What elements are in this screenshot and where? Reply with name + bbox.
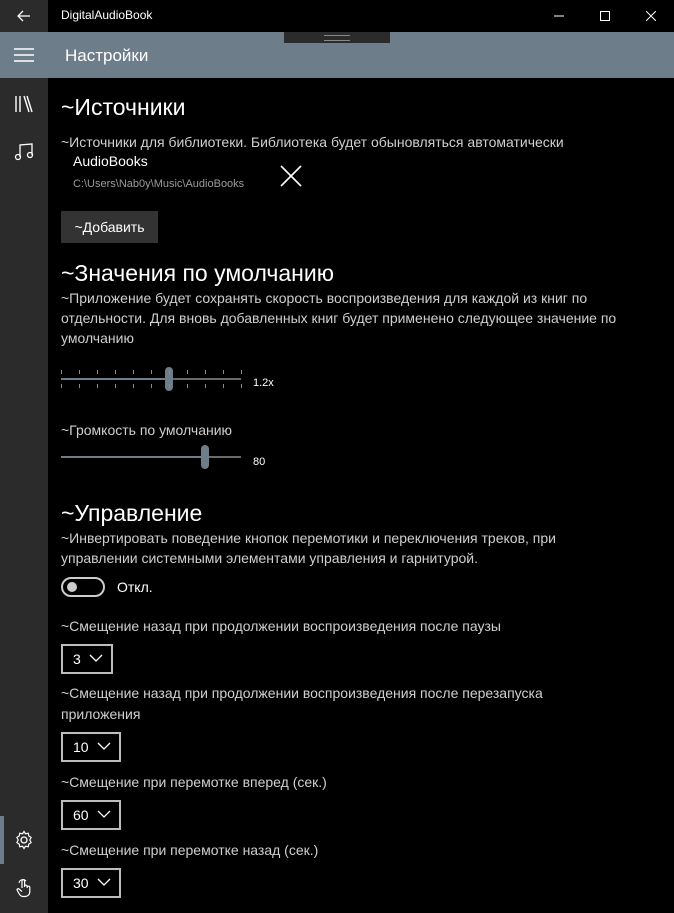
- nav-settings[interactable]: [0, 816, 48, 864]
- slider-tick: [187, 370, 188, 374]
- control-heading: ~Управление: [61, 500, 203, 526]
- nav-library[interactable]: [0, 80, 48, 128]
- hand-pointer-icon: [14, 878, 34, 898]
- pause-offset-label: ~Смещение назад при продолжении воспроизведения после паузы: [61, 618, 501, 634]
- pause-offset-select[interactable]: [61, 644, 113, 674]
- slider-tick: [151, 370, 152, 374]
- speed-description-line2: отдельности. Для вновь добавленных книг будет применено следующее значение по: [61, 310, 617, 326]
- nav-touch[interactable]: [0, 864, 48, 912]
- slider-tick: [151, 384, 152, 388]
- restart-offset-select[interactable]: [61, 732, 121, 762]
- add-source-button[interactable]: ~Добавить: [61, 211, 158, 243]
- back-offset-value: 30: [73, 875, 89, 891]
- slider-tick: [241, 384, 242, 388]
- library-icon: [14, 95, 34, 113]
- chevron-down-icon: [97, 877, 111, 887]
- pause-offset-value: 3: [73, 651, 81, 667]
- close-window-icon: [646, 11, 656, 21]
- nav-music[interactable]: [0, 128, 48, 176]
- slider-tick: [97, 384, 98, 388]
- slider-tick: [205, 384, 206, 388]
- defaults-heading: ~Значения по умолчанию: [61, 260, 334, 286]
- forward-offset-label: ~Смещение при перемотке вперед (сек.): [61, 774, 327, 790]
- drag-handle[interactable]: [284, 32, 390, 43]
- forward-offset-value: 60: [73, 807, 89, 823]
- slider-tick: [241, 370, 242, 374]
- speed-slider[interactable]: [61, 364, 241, 394]
- volume-value: 80: [253, 456, 266, 468]
- slider-tick: [79, 370, 80, 374]
- back-offset-select[interactable]: [61, 868, 121, 898]
- slider-tick: [187, 384, 188, 388]
- maximize-button[interactable]: [582, 0, 628, 32]
- restart-offset-label-line2: приложения: [61, 706, 141, 722]
- nav-rail: [0, 78, 48, 913]
- volume-slider-fill: [61, 456, 205, 458]
- volume-slider[interactable]: [61, 442, 241, 472]
- maximize-icon: [600, 11, 610, 21]
- sources-heading: ~Источники: [61, 94, 186, 120]
- speed-value: 1.2x: [253, 377, 274, 389]
- toggle-state-label: Откл.: [117, 579, 153, 595]
- slider-tick: [61, 370, 62, 374]
- slider-tick: [223, 384, 224, 388]
- slider-tick: [115, 370, 116, 374]
- invert-description-line1: ~Инвертировать поведение кнопок перемотики и переключения треков, при: [61, 530, 556, 546]
- app-title: DigitalAudioBook: [61, 8, 153, 22]
- slider-tick: [97, 370, 98, 374]
- restart-offset-value: 10: [73, 739, 89, 755]
- close-icon: [280, 165, 302, 187]
- speed-description-line3: умолчанию: [61, 330, 134, 346]
- slider-tick: [169, 370, 170, 374]
- page-title: Настройки: [65, 46, 149, 65]
- music-note-icon: [14, 143, 34, 161]
- speed-description-line1: ~Приложение будет сохранять скорость воспроизведения для каждой из книг по: [61, 290, 588, 306]
- slider-tick: [169, 384, 170, 388]
- sources-description: ~Источники для библиотеки. Библиотека будет обыновляться автоматически: [61, 134, 564, 150]
- slider-tick: [223, 370, 224, 374]
- back-button[interactable]: [0, 0, 48, 32]
- slider-tick: [115, 384, 116, 388]
- back-arrow-icon: [17, 10, 31, 22]
- chevron-down-icon: [97, 809, 111, 819]
- remove-folder-button[interactable]: [280, 165, 302, 187]
- speed-slider-fill: [61, 378, 169, 380]
- hamburger-icon: [14, 48, 34, 62]
- slider-tick: [133, 370, 134, 374]
- invert-toggle[interactable]: [61, 577, 105, 597]
- title-bar: [0, 0, 674, 32]
- toggle-knob: [67, 582, 77, 592]
- restart-offset-label-line1: ~Смещение назад при продолжении воспроизведения после перезапуска: [61, 685, 543, 701]
- chevron-down-icon: [89, 653, 103, 663]
- slider-tick: [79, 384, 80, 388]
- back-offset-label: ~Смещение при перемотке назад (сек.): [61, 842, 319, 858]
- slider-tick: [133, 384, 134, 388]
- slider-tick: [61, 384, 62, 388]
- close-window-button[interactable]: [628, 0, 674, 32]
- chevron-down-icon: [97, 741, 111, 751]
- slider-tick: [205, 370, 206, 374]
- folder-name: AudioBooks: [73, 153, 148, 169]
- minimize-button[interactable]: [536, 0, 582, 32]
- forward-offset-select[interactable]: [61, 800, 121, 830]
- selection-indicator: [0, 816, 4, 864]
- minimize-icon: [554, 11, 564, 21]
- menu-button[interactable]: [0, 32, 48, 78]
- gear-icon: [14, 830, 34, 850]
- volume-label: ~Громкость по умолчанию: [61, 422, 233, 438]
- folder-path: C:\Users\Nab0y\Music\AudioBooks: [73, 178, 245, 190]
- invert-description-line2: управлении системными элементами управления и гарнитурой.: [61, 550, 478, 566]
- volume-slider-thumb[interactable]: [201, 445, 209, 469]
